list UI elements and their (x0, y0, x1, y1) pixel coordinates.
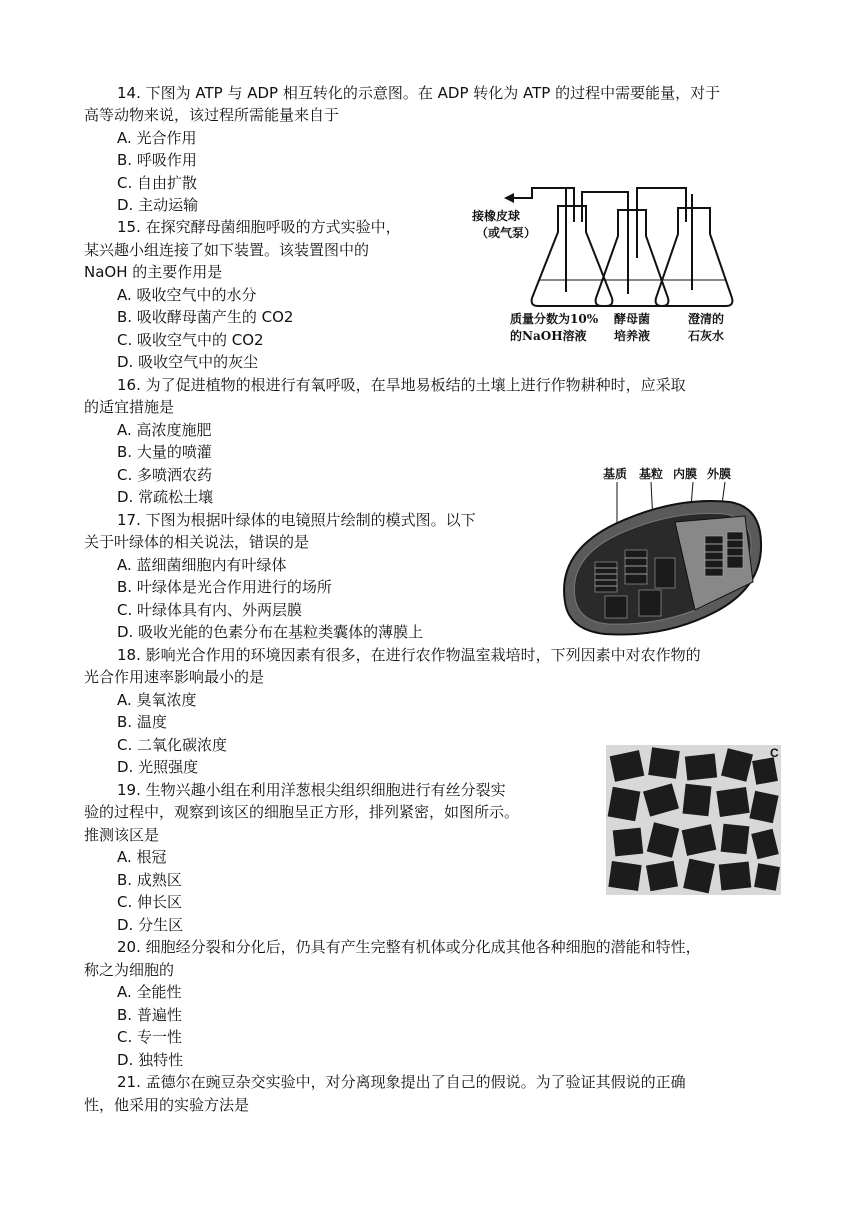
q21-stem-line2: 性，他采用的实验方法是 (84, 1096, 250, 1114)
q20-option-c: C. 专一性 (117, 1028, 183, 1046)
chloroplast-figure (555, 462, 780, 647)
q14-stem-line2: 高等动物来说，该过程所需能量来自于 (84, 106, 340, 124)
cells-corner-mark: C (770, 746, 779, 760)
q16-stem-line2: 的适宜措施是 (84, 398, 175, 416)
q14-option-a: A. 光合作用 (117, 129, 197, 147)
q18-stem-line2: 光合作用速率影响最小的是 (84, 668, 265, 686)
q14-option-d: D. 主动运输 (117, 196, 199, 214)
q19-stem-line2: 验的过程中，观察到该区的细胞呈正方形，排列紧密，如图所示。 (84, 803, 520, 821)
q15-stem-line2: 某兴趣小组连接了如下装置。该装置图中的 (84, 241, 370, 259)
q17-option-b: B. 叶绿体是光合作用进行的场所 (117, 578, 332, 596)
q14-option-c: C. 自由扩散 (117, 174, 198, 192)
root-tip-cells-figure (606, 745, 781, 895)
q20-option-d: D. 独特性 (117, 1051, 184, 1069)
chloroplast-label-outer-membrane: 外膜 (707, 467, 732, 481)
flask1-label-1: 质量分数为10% (510, 312, 599, 326)
q16-option-b: B. 大量的喷灌 (117, 443, 212, 461)
chloroplast-label-inner-membrane: 内膜 (673, 467, 698, 481)
q16-option-a: A. 高浓度施肥 (117, 421, 212, 439)
q15-option-b: B. 吸收酵母菌产生的 CO2 (117, 308, 294, 326)
q17-stem-line1: 17. 下图为根据叶绿体的电镜照片绘制的模式图。以下 (117, 511, 476, 529)
flask2-label-2: 培养液 (614, 329, 651, 343)
q18-option-a: A. 臭氧浓度 (117, 691, 197, 709)
q18-option-c: C. 二氧化碳浓度 (117, 736, 228, 754)
flask2-label-1: 酵母菌 (614, 312, 651, 326)
q17-option-a: A. 蓝细菌细胞内有叶绿体 (117, 556, 287, 574)
pump-label-1: 接橡皮球 (472, 209, 521, 223)
q19-option-c: C. 伸长区 (117, 893, 183, 911)
chloroplast-label-granum: 基粒 (639, 467, 664, 481)
q15-stem-line3: NaOH 的主要作用是 (84, 263, 223, 281)
flask-apparatus-figure (470, 180, 770, 350)
q16-option-d: D. 常疏松土壤 (117, 488, 214, 506)
q14-stem-line1: 14. 下图为 ATP 与 ADP 相互转化的示意图。在 ADP 转化为 ATP 的过程中需要能量，对于 (117, 84, 721, 102)
q17-option-d: D. 吸收光能的色素分布在基粒类囊体的薄膜上 (117, 623, 424, 641)
q16-stem-line1: 16. 为了促进植物的根进行有氧呼吸，在旱地易板结的土壤上进行作物耕种时，应采取 (117, 376, 686, 394)
q18-option-d: D. 光照强度 (117, 758, 199, 776)
q20-stem-line2: 称之为细胞的 (84, 961, 175, 979)
q19-stem-line3: 推测该区是 (84, 826, 160, 844)
pump-label-2: （或气泵） (476, 226, 537, 240)
q17-option-c: C. 叶绿体具有内、外两层膜 (117, 601, 303, 619)
q16-option-c: C. 多喷洒农药 (117, 466, 213, 484)
q18-option-b: B. 温度 (117, 713, 167, 731)
q20-option-b: B. 普遍性 (117, 1006, 182, 1024)
q19-option-b: B. 成熟区 (117, 871, 182, 889)
q18-stem-line1: 18. 影响光合作用的环境因素有很多，在进行农作物温室栽培时，下列因素中对农作物的 (117, 646, 701, 664)
q15-stem-line1: 15. 在探究酵母菌细胞呼吸的方式实验中， (117, 218, 401, 236)
chloroplast-label-stroma: 基质 (603, 467, 628, 481)
q19-option-a: A. 根冠 (117, 848, 167, 866)
q17-stem-line2: 关于叶绿体的相关说法，错误的是 (84, 533, 310, 551)
flask3-label-2: 石灰水 (688, 329, 725, 343)
q15-option-c: C. 吸收空气中的 CO2 (117, 331, 264, 349)
q19-option-d: D. 分生区 (117, 916, 184, 934)
flask1-label-2: 的NaOH溶液 (510, 329, 587, 343)
q21-stem-line1: 21. 孟德尔在豌豆杂交实验中，对分离现象提出了自己的假说。为了验证其假说的正确 (117, 1073, 686, 1091)
q19-stem-line1: 19. 生物兴趣小组在利用洋葱根尖组织细胞进行有丝分裂实 (117, 781, 506, 799)
q15-option-a: A. 吸收空气中的水分 (117, 286, 257, 304)
q15-option-d: D. 吸收空气中的灰尘 (117, 353, 259, 371)
q20-option-a: A. 全能性 (117, 983, 182, 1001)
q20-stem-line1: 20. 细胞经分裂和分化后，仍具有产生完整有机体或分化成其他各种细胞的潜能和特性， (117, 938, 701, 956)
q14-option-b: B. 呼吸作用 (117, 151, 197, 169)
flask3-label-1: 澄清的 (688, 312, 725, 326)
